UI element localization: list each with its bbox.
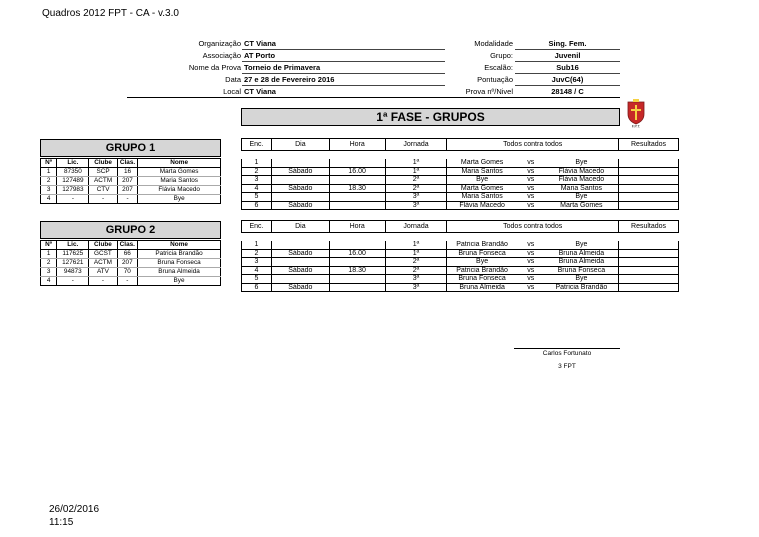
info-right-label: Escalão: xyxy=(484,63,513,72)
player-cell: CTV xyxy=(89,186,117,195)
group-2-players-table xyxy=(40,240,221,286)
spacer-cell xyxy=(545,233,619,242)
schedule-column-header: Jornada xyxy=(385,221,447,233)
match-cell xyxy=(329,193,385,202)
spacer-cell xyxy=(517,233,545,242)
match-cell: Sábado xyxy=(271,266,329,275)
player-cell: 66 xyxy=(117,250,138,259)
match-cell: Bruna Fonseca xyxy=(447,275,517,284)
match-cell: 2 xyxy=(242,167,272,176)
match-cell xyxy=(271,275,329,284)
match-cell: Bye xyxy=(545,275,619,284)
players-column-header: Clube xyxy=(89,159,117,168)
match-cell xyxy=(619,275,679,284)
player-row xyxy=(41,177,221,186)
spacer-cell xyxy=(447,151,517,160)
group-1-schedule-table xyxy=(241,138,679,210)
schedule-column-header: Dia xyxy=(271,139,329,151)
spacer-cell xyxy=(619,233,679,242)
schedule-column-header: Resultados xyxy=(619,139,679,151)
group-2-schedule-table xyxy=(241,220,679,292)
match-cell: vs xyxy=(517,193,545,202)
player-cell: 117625 xyxy=(57,250,89,259)
player-cell: 1 xyxy=(41,168,57,177)
match-cell xyxy=(329,283,385,292)
match-cell: 2 xyxy=(242,249,272,258)
info-right-value: JuvC(64) xyxy=(515,74,620,86)
spacer-cell xyxy=(329,233,385,242)
match-cell: 2ª xyxy=(385,184,447,193)
match-cell xyxy=(619,193,679,202)
match-cell: vs xyxy=(517,258,545,267)
player-cell: 94873 xyxy=(57,268,89,277)
match-cell: Flávia Macedo xyxy=(545,176,619,185)
player-cell: Patricia Brandão xyxy=(138,250,221,259)
match-cell: Marta Gomes xyxy=(545,201,619,210)
schedule-column-header: Jornada xyxy=(385,139,447,151)
spacer-cell xyxy=(619,151,679,160)
spacer-cell xyxy=(385,151,447,160)
match-cell xyxy=(329,159,385,167)
player-cell: Marta Gomes xyxy=(138,168,221,177)
match-cell: vs xyxy=(517,159,545,167)
player-cell: Maria Santos xyxy=(138,177,221,186)
player-cell: 2 xyxy=(41,259,57,268)
match-cell: 1ª xyxy=(385,159,447,167)
spacer-cell xyxy=(385,233,447,242)
match-cell xyxy=(329,258,385,267)
info-right-value: Sub16 xyxy=(515,62,620,74)
header-divider xyxy=(127,97,620,98)
match-cell: 16.00 xyxy=(329,249,385,258)
players-column-header: Clas. xyxy=(117,241,138,250)
info-right-value: Sing. Fem. xyxy=(515,38,620,50)
match-cell: vs xyxy=(517,176,545,185)
match-cell: 3 xyxy=(242,258,272,267)
match-cell: Flávia Macedo xyxy=(545,167,619,176)
match-cell: Sábado xyxy=(271,201,329,210)
match-row xyxy=(242,201,679,210)
player-row xyxy=(41,268,221,277)
player-cell: 3 xyxy=(41,268,57,277)
match-cell: 1ª xyxy=(385,249,447,258)
match-cell: vs xyxy=(517,184,545,193)
match-cell: vs xyxy=(517,241,545,249)
match-row xyxy=(242,176,679,185)
match-cell: Bye xyxy=(545,159,619,167)
match-cell: vs xyxy=(517,167,545,176)
player-cell: - xyxy=(89,277,117,286)
info-right-label: Grupo: xyxy=(490,51,513,60)
player-cell: - xyxy=(57,195,89,204)
player-cell: ACTM xyxy=(89,259,117,268)
match-cell: 6 xyxy=(242,283,272,292)
group-1-players-table xyxy=(40,158,221,204)
player-cell: - xyxy=(57,277,89,286)
schedule-column-header: Hora xyxy=(329,221,385,233)
match-cell xyxy=(619,266,679,275)
players-column-header: Nome xyxy=(138,241,221,250)
info-left-value: 27 e 28 de Fevereiro 2016 xyxy=(242,74,445,86)
schedule-column-header: Resultados xyxy=(619,221,679,233)
player-cell: ACTM xyxy=(89,177,117,186)
player-cell: 127983 xyxy=(57,186,89,195)
match-row xyxy=(242,241,679,249)
info-left-label: Associação xyxy=(202,51,241,60)
player-cell: GCST xyxy=(89,250,117,259)
match-cell xyxy=(619,283,679,292)
match-cell: Patricia Brandão xyxy=(545,283,619,292)
info-left-label: Data xyxy=(225,75,241,84)
match-cell: vs xyxy=(517,275,545,284)
player-cell: Bruna Almeida xyxy=(138,268,221,277)
player-cell: 4 xyxy=(41,277,57,286)
match-cell xyxy=(329,275,385,284)
match-cell xyxy=(271,258,329,267)
match-cell: 4 xyxy=(242,184,272,193)
match-row xyxy=(242,266,679,275)
match-cell: vs xyxy=(517,249,545,258)
match-cell: vs xyxy=(517,283,545,292)
players-column-header: Nome xyxy=(138,159,221,168)
spacer-cell xyxy=(517,151,545,160)
player-cell: 4 xyxy=(41,195,57,204)
match-cell: 1 xyxy=(242,241,272,249)
player-cell: Bye xyxy=(138,195,221,204)
player-cell: 2 xyxy=(41,177,57,186)
group-1-title: GRUPO 1 xyxy=(40,139,221,157)
match-cell: Marta Gomes xyxy=(447,159,517,167)
players-column-header: Nº xyxy=(41,241,57,250)
match-row xyxy=(242,258,679,267)
info-left-label: Local xyxy=(223,87,241,96)
match-cell: 1ª xyxy=(385,167,447,176)
match-cell: 3ª xyxy=(385,201,447,210)
player-cell: 16 xyxy=(117,168,138,177)
match-cell xyxy=(619,241,679,249)
svg-text:F.P.T.: F.P.T. xyxy=(631,124,641,128)
match-cell: Maria Santos xyxy=(545,184,619,193)
match-cell xyxy=(329,201,385,210)
match-cell xyxy=(619,184,679,193)
match-cell xyxy=(619,176,679,185)
match-cell: 2ª xyxy=(385,258,447,267)
match-cell xyxy=(619,167,679,176)
player-cell: 3 xyxy=(41,186,57,195)
player-cell: 127489 xyxy=(57,177,89,186)
spacer-cell xyxy=(271,151,329,160)
match-cell: 2ª xyxy=(385,176,447,185)
match-cell xyxy=(271,193,329,202)
match-cell: 5 xyxy=(242,193,272,202)
match-cell: 18.30 xyxy=(329,266,385,275)
player-row xyxy=(41,195,221,204)
spacer-cell xyxy=(447,233,517,242)
signature-name: Carlos Fortunato xyxy=(542,350,592,357)
info-left-value: AT Porto xyxy=(242,50,445,62)
signature-line xyxy=(514,348,620,349)
match-cell: Sábado xyxy=(271,167,329,176)
match-cell: Bye xyxy=(545,241,619,249)
spacer-cell xyxy=(242,151,272,160)
player-cell: Bye xyxy=(138,277,221,286)
schedule-column-header: Dia xyxy=(271,221,329,233)
match-cell: Bye xyxy=(545,193,619,202)
match-row xyxy=(242,184,679,193)
match-cell: Maria Santos xyxy=(447,167,517,176)
info-left-value: CT Viana xyxy=(242,86,445,98)
match-cell: 3ª xyxy=(385,193,447,202)
match-cell: 16.00 xyxy=(329,167,385,176)
player-row xyxy=(41,168,221,177)
info-left-value: Torneio de Primavera xyxy=(242,62,445,74)
player-cell: 1 xyxy=(41,250,57,259)
player-cell: 207 xyxy=(117,259,138,268)
match-row xyxy=(242,193,679,202)
player-cell: - xyxy=(117,195,138,204)
info-right-value: 28148 / C xyxy=(515,86,620,98)
schedule-column-header: Hora xyxy=(329,139,385,151)
schedule-header-row xyxy=(242,139,679,151)
schedule-column-header: Enc. xyxy=(242,221,272,233)
info-left-label: Organização xyxy=(198,39,241,48)
schedule-header-row xyxy=(242,221,679,233)
match-cell: Sábado xyxy=(271,249,329,258)
spacer-cell xyxy=(329,151,385,160)
info-right-label: Pontuação xyxy=(477,75,513,84)
match-cell: Bye xyxy=(447,176,517,185)
match-cell: 1 xyxy=(242,159,272,167)
match-cell: 1ª xyxy=(385,241,447,249)
print-date: 26/02/2016 xyxy=(49,504,100,515)
group-2-title: GRUPO 2 xyxy=(40,221,221,239)
players-header-row xyxy=(41,241,221,250)
match-cell: Patricia Brandão xyxy=(447,266,517,275)
match-row xyxy=(242,283,679,292)
match-cell: 2ª xyxy=(385,266,447,275)
match-cell: 3ª xyxy=(385,283,447,292)
match-cell: Maria Santos xyxy=(447,193,517,202)
player-row xyxy=(41,277,221,286)
match-cell: vs xyxy=(517,201,545,210)
match-cell: Patricia Brandão xyxy=(447,241,517,249)
players-header-row xyxy=(41,159,221,168)
schedule-column-header: Todos contra todos xyxy=(447,139,619,151)
match-cell: Flávia Macedo xyxy=(447,201,517,210)
match-cell: vs xyxy=(517,266,545,275)
match-row xyxy=(242,159,679,167)
match-cell: Sábado xyxy=(271,184,329,193)
player-cell: 87350 xyxy=(57,168,89,177)
spacer-cell xyxy=(242,233,272,242)
player-cell: - xyxy=(117,277,138,286)
match-cell xyxy=(619,258,679,267)
player-cell: Bruna Fonseca xyxy=(138,259,221,268)
info-left-value: CT Viana xyxy=(242,38,445,50)
match-cell: 5 xyxy=(242,275,272,284)
players-column-header: Nº xyxy=(41,159,57,168)
match-cell: Bruna Fonseca xyxy=(447,249,517,258)
player-row xyxy=(41,186,221,195)
player-cell: Flávia Macedo xyxy=(138,186,221,195)
match-row xyxy=(242,167,679,176)
match-row xyxy=(242,275,679,284)
match-cell: Bruna Almeida xyxy=(447,283,517,292)
match-row xyxy=(242,249,679,258)
info-right-label: Modalidade xyxy=(474,39,513,48)
player-cell: 207 xyxy=(117,177,138,186)
signature-org: 3 FPT xyxy=(558,363,576,370)
match-cell: 3ª xyxy=(385,275,447,284)
player-row xyxy=(41,250,221,259)
schedule-spacer-row xyxy=(242,151,679,160)
spacer-cell xyxy=(545,151,619,160)
print-time: 11:15 xyxy=(49,517,74,528)
player-cell: 127621 xyxy=(57,259,89,268)
match-cell xyxy=(619,201,679,210)
schedule-column-header: Todos contra todos xyxy=(447,221,619,233)
player-cell: SCP xyxy=(89,168,117,177)
match-cell: 6 xyxy=(242,201,272,210)
match-cell: Marta Gomes xyxy=(447,184,517,193)
info-right-label: Prova nº/Nivel xyxy=(465,87,513,96)
match-cell: Bye xyxy=(447,258,517,267)
info-right-value: Juvenil xyxy=(515,50,620,62)
phase-title: 1ª FASE - GRUPOS xyxy=(241,108,620,126)
player-cell: 70 xyxy=(117,268,138,277)
match-cell: Bruna Almeida xyxy=(545,258,619,267)
schedule-column-header: Enc. xyxy=(242,139,272,151)
match-cell: 4 xyxy=(242,266,272,275)
schedule-spacer-row xyxy=(242,233,679,242)
player-cell: - xyxy=(89,195,117,204)
match-cell: 18.30 xyxy=(329,184,385,193)
spacer-cell xyxy=(271,233,329,242)
match-cell: 3 xyxy=(242,176,272,185)
match-cell xyxy=(329,241,385,249)
match-cell xyxy=(271,159,329,167)
match-cell xyxy=(619,159,679,167)
match-cell xyxy=(271,241,329,249)
players-column-header: Clas. xyxy=(117,159,138,168)
player-row xyxy=(41,259,221,268)
match-cell xyxy=(329,176,385,185)
info-left-label: Nome da Prova xyxy=(188,63,241,72)
match-cell xyxy=(619,249,679,258)
players-column-header: Clube xyxy=(89,241,117,250)
match-cell: Bruna Almeida xyxy=(545,249,619,258)
players-column-header: Lic. xyxy=(57,159,89,168)
match-cell: Bruna Fonseca xyxy=(545,266,619,275)
fpt-crest-logo xyxy=(624,98,648,128)
match-cell: Sábado xyxy=(271,283,329,292)
player-cell: 207 xyxy=(117,186,138,195)
match-cell xyxy=(271,176,329,185)
players-column-header: Lic. xyxy=(57,241,89,250)
document-title: Quadros 2012 FPT - CA - v.3.0 xyxy=(42,8,179,19)
player-cell: ATV xyxy=(89,268,117,277)
